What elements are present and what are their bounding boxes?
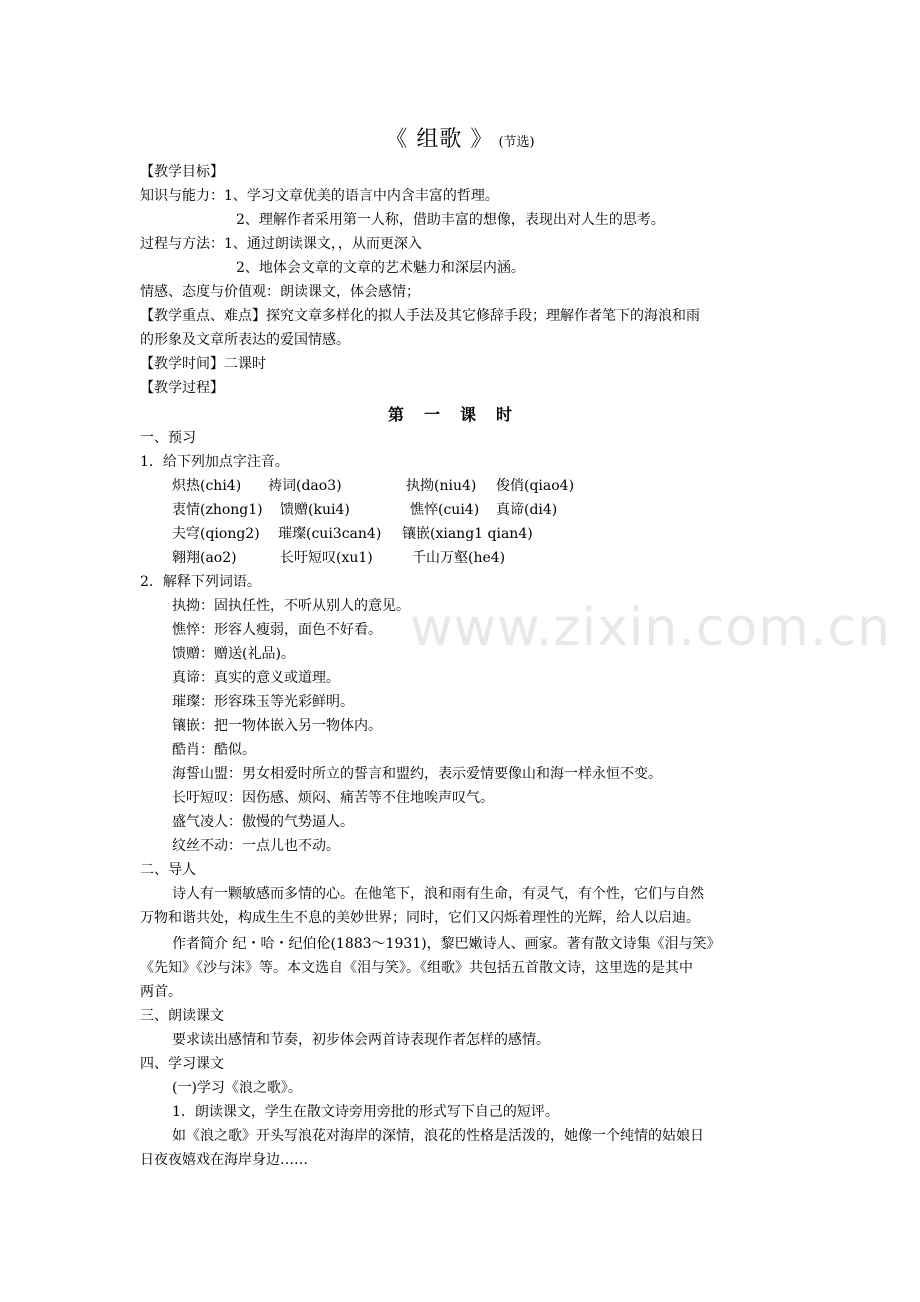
- key-points-line-2: 的形象及文章所表达的爱国情感。: [140, 332, 350, 348]
- pinyin-item: 炽热(chi4): [172, 478, 242, 494]
- definition-item: 盛气凌人：傲慢的气势逼人。: [172, 814, 354, 830]
- pinyin-item: 真谛(di4): [496, 502, 558, 518]
- teaching-time: 【教学时间】二课时: [140, 356, 266, 372]
- study-subheading: (一)学习《浪之歌》。: [172, 1080, 302, 1096]
- watermark: www.zixin.com.cn: [410, 598, 891, 658]
- pinyin-item: 镶嵌(xiang1 qian4): [402, 526, 533, 542]
- definition-item: 镶嵌：把一物体嵌入另一物体内。: [172, 718, 382, 734]
- intro-paragraph-1: 诗人有一颗敏感而多情的心。在他笔下，浪和雨有生命，有灵气，有个性，它们与自然: [172, 886, 704, 902]
- intro-paragraph-1: 万物和谐共处，构成生生不息的美妙世界；同时，它们又闪烁着理性的光辉，给人以启迪。: [140, 910, 700, 926]
- objective-process-2: 2、地体会文章的文章的艺术魅力和深层内涵。: [236, 260, 525, 276]
- pinyin-item: 璀璨(cui3can4): [278, 526, 382, 542]
- definition-item: 酷肖：酷似。: [172, 742, 256, 758]
- definition-item: 长吁短叹：因伤感、烦闷、痛苦等不住地唉声叹气。: [172, 790, 494, 806]
- objective-process-1: 过程与方法：1、通过朗读课文，，从而更深入: [140, 236, 422, 252]
- objective-emotion: 情感、态度与价值观：朗读课文，体会感情；: [140, 284, 420, 300]
- pinyin-item: 馈赠(kui4): [280, 502, 350, 518]
- pinyin-item: 执拗(niu4): [406, 478, 477, 494]
- pinyin-item: 俊俏(qiao4): [496, 478, 575, 494]
- study-paragraph: 日夜夜嬉戏在海岸身边……: [140, 1152, 308, 1168]
- definition-item: 馈赠：赠送(礼品)。: [172, 646, 295, 662]
- key-points-line-1: 【教学重点、难点】探究文章多样化的拟人手法及其它修辞手段；理解作者笔下的海浪和雨: [140, 308, 700, 324]
- title-main: 《 组歌 》: [385, 127, 494, 152]
- document-title: [0, 122, 920, 153]
- preview-heading: 一、预习: [140, 430, 196, 446]
- process-heading: 【教学过程】: [140, 380, 224, 396]
- objective-knowledge-1: 知识与能力：1、学习文章优美的语言中内含丰富的哲理。: [140, 188, 499, 204]
- author-intro: 《先知》《沙与沫》等。本文选自《泪与笑》。《组歌》共包括五首散文诗，这里选的是其中: [140, 960, 693, 976]
- definition-item: 憔悴：形容人瘦弱，面色不好看。: [172, 622, 382, 638]
- preview-question-1: 1．给下列加点字注音。: [140, 454, 289, 470]
- objectives-heading: 【教学目标】: [140, 164, 224, 180]
- title-subtitle: (节选): [498, 135, 535, 150]
- study-paragraph: 如《浪之歌》开头写浪花对海岸的深情，浪花的性格是活泼的，她像一个纯情的姑娘日: [172, 1128, 704, 1144]
- definition-item: 执拗：固执任性，不听从别人的意见。: [172, 598, 410, 614]
- reading-paragraph: 要求读出感情和节奏，初步体会两首诗表现作者怎样的感情。: [172, 1032, 550, 1048]
- pinyin-text: 穹(qiong2): [186, 526, 260, 542]
- pinyin-prefix: 夫: [172, 526, 186, 542]
- pinyin-item: 衷情(zhong1): [172, 502, 263, 518]
- definition-item: 纹丝不动：一点儿也不动。: [172, 838, 340, 854]
- author-intro: 作者简介 纪・哈・纪伯伦(1883～1931)，黎巴嫩诗人、画家。著有散文诗集《泪与笑》: [172, 936, 721, 952]
- objective-knowledge-2: 2、理解作者采用第一人称，借助丰富的想像，表现出对人生的思考。: [236, 212, 665, 228]
- pinyin-item: [172, 524, 260, 544]
- lesson-heading: 第一课时: [387, 405, 532, 424]
- pinyin-item: 憔悴(cui4): [410, 502, 480, 518]
- definition-item: 真谛：真实的意义或道理。: [172, 670, 340, 686]
- pinyin-item: 长吁短叹(xu1): [280, 550, 373, 566]
- definition-item: 璀璨：形容珠玉等光彩鲜明。: [172, 694, 354, 710]
- pinyin-item: 祷词(dao3): [268, 478, 342, 494]
- intro-heading: 二、导人: [140, 862, 196, 878]
- author-intro: 两首。: [140, 984, 182, 1000]
- pinyin-item: 千山万壑(he4): [412, 550, 506, 566]
- preview-question-2: 2．解释下列词语。: [140, 574, 261, 590]
- study-heading: 四、学习课文: [140, 1056, 224, 1072]
- reading-heading: 三、朗读课文: [140, 1008, 224, 1024]
- pinyin-item: 翱翔(ao2): [172, 550, 237, 566]
- study-item: 1．朗读课文，学生在散文诗旁用旁批的形式写下自己的短评。: [172, 1104, 559, 1120]
- definition-item: 海誓山盟：男女相爱时所立的誓言和盟约，表示爱情要像山和海一样永恒不变。: [172, 766, 662, 782]
